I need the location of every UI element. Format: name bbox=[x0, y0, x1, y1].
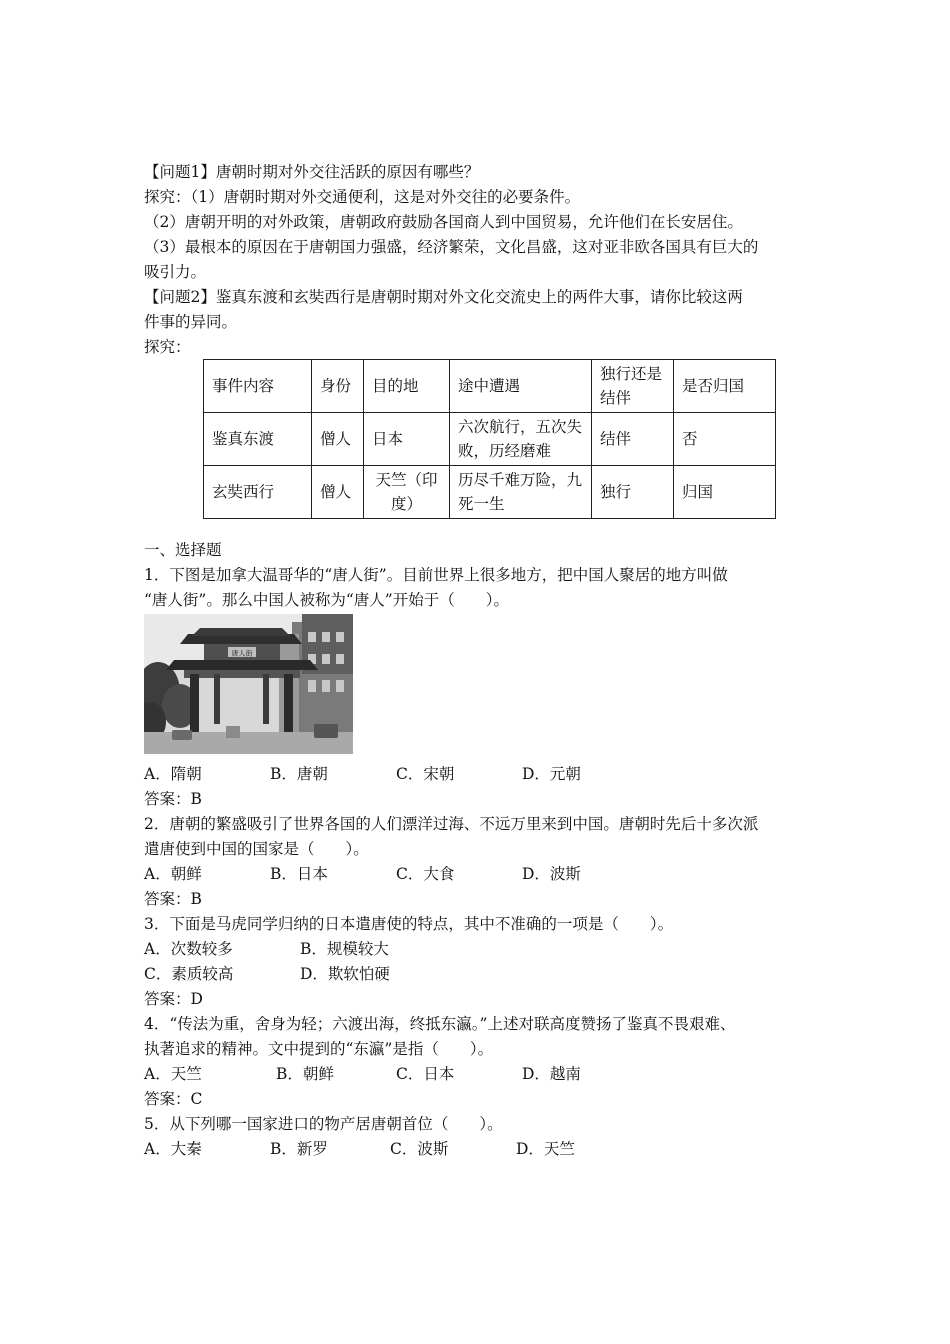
question-1-title: 【问题1】唐朝时期对外交往活跃的原因有哪些？ bbox=[144, 163, 480, 181]
table-cell: 日本 bbox=[364, 413, 450, 466]
table-cell: 僧人 bbox=[312, 466, 364, 519]
question-stem: 5．从下列哪一国家进口的物产居唐朝首位（ ）。 bbox=[144, 1115, 503, 1133]
answer: 答案：D bbox=[144, 990, 203, 1008]
question-stem: 2．唐朝的繁盛吸引了世界各国的人们漂洋过海、不远万里来到中国。唐朝时先后十多次派 bbox=[144, 815, 759, 833]
question-stem: 1．下图是加拿大温哥华的“唐人街”。目前世界上很多地方，把中国人聚居的地方叫做 bbox=[144, 566, 728, 584]
table-cell: 归国 bbox=[674, 466, 776, 519]
table-header-cell: 途中遭遇 bbox=[450, 360, 592, 413]
option-b: B．新罗 bbox=[270, 1140, 328, 1158]
option-d: D．越南 bbox=[522, 1065, 581, 1083]
table-header-cell: 独行还是结伴 bbox=[592, 360, 674, 413]
question-1-explore-1: 探究：（1）唐朝时期对外交通便利，这是对外交往的必要条件。 bbox=[144, 188, 581, 206]
table-cell: 玄奘西行 bbox=[204, 466, 312, 519]
table-cell: 历尽千难万险，九死一生 bbox=[450, 466, 592, 519]
answer: 答案：C bbox=[144, 1090, 203, 1108]
option-b: B．日本 bbox=[270, 865, 328, 883]
option-c: C．波斯 bbox=[390, 1140, 449, 1158]
question-stem: 4．“传法为重，舍身为轻；六渡出海，终抵东瀛。”上述对联高度赞扬了鉴真不畏艰难、 bbox=[144, 1015, 736, 1033]
option-b: B．规模较大 bbox=[300, 940, 389, 958]
table-row bbox=[204, 466, 776, 519]
option-c: C．素质较高 bbox=[144, 965, 234, 983]
option-d: D．欺软怕硬 bbox=[300, 965, 390, 983]
option-c: C．大食 bbox=[396, 865, 455, 883]
question-1-point-3a: （3）最根本的原因在于唐朝国力强盛，经济繁荣，文化昌盛，这对亚非欧各国具有巨大的 bbox=[144, 238, 759, 256]
table-cell: 独行 bbox=[592, 466, 674, 519]
table-cell: 僧人 bbox=[312, 413, 364, 466]
table-header-cell: 目的地 bbox=[364, 360, 450, 413]
section-heading: 一、选择题 bbox=[144, 541, 222, 559]
table-cell: 六次航行，五次失败，历经磨难 bbox=[450, 413, 592, 466]
question-stem: 遣唐使到中国的国家是（ ）。 bbox=[144, 840, 369, 858]
gate-sign-text: 唐人街 bbox=[231, 649, 253, 658]
option-a: A．朝鲜 bbox=[144, 865, 202, 883]
option-d: D．元朝 bbox=[522, 765, 581, 783]
answer: 答案：B bbox=[144, 890, 202, 908]
question-stem: 3．下面是马虎同学归纳的日本遣唐使的特点，其中不准确的一项是（ ）。 bbox=[144, 915, 674, 933]
answer: 答案：B bbox=[144, 790, 202, 808]
option-a: A．次数较多 bbox=[144, 940, 233, 958]
table-header-cell: 是否归国 bbox=[674, 360, 776, 413]
option-c: C．日本 bbox=[396, 1065, 455, 1083]
option-b: B．唐朝 bbox=[270, 765, 328, 783]
question-2-title-b: 件事的异同。 bbox=[144, 313, 238, 331]
chinatown-gate-photo bbox=[144, 614, 353, 754]
question-stem: 执著追求的精神。文中提到的“东瀛”是指（ ）。 bbox=[144, 1040, 494, 1058]
option-a: A．隋朝 bbox=[144, 765, 202, 783]
question-stem: “唐人街”。那么中国人被称为“唐人”开始于（ ）。 bbox=[144, 591, 509, 609]
option-d: D．天竺 bbox=[516, 1140, 575, 1158]
question-2-title-a: 【问题2】鉴真东渡和玄奘西行是唐朝时期对外文化交流史上的两件大事，请你比较这两 bbox=[144, 288, 743, 306]
table-cell: 结伴 bbox=[592, 413, 674, 466]
option-d: D．波斯 bbox=[522, 865, 581, 883]
question-1-point-3b: 吸引力。 bbox=[144, 263, 207, 281]
table-cell: 天竺（印度） bbox=[364, 466, 450, 519]
table-header-cell: 身份 bbox=[312, 360, 364, 413]
option-a: A．大秦 bbox=[144, 1140, 202, 1158]
table-cell: 否 bbox=[674, 413, 776, 466]
option-c: C．宋朝 bbox=[396, 765, 455, 783]
table-cell: 鉴真东渡 bbox=[204, 413, 312, 466]
table-header-cell: 事件内容 bbox=[204, 360, 312, 413]
option-a: A．天竺 bbox=[144, 1065, 202, 1083]
comparison-table bbox=[203, 359, 776, 519]
table-row bbox=[204, 413, 776, 466]
table-header-row bbox=[204, 360, 776, 413]
question-2-explore: 探究： bbox=[144, 338, 191, 356]
option-b: B．朝鲜 bbox=[276, 1065, 334, 1083]
question-1-point-2: （2）唐朝开明的对外政策，唐朝政府鼓励各国商人到中国贸易，允许他们在长安居住。 bbox=[144, 213, 743, 231]
